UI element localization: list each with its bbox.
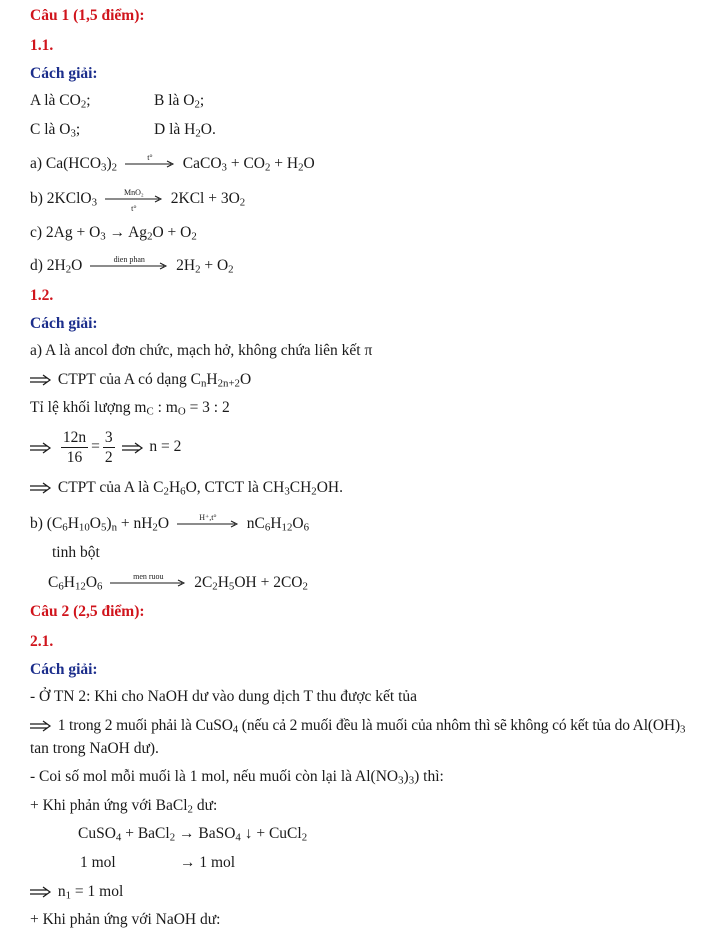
reaction-arrow-electrolysis: dien phan	[90, 261, 168, 271]
fraction-lhs: $\frac{12n}{16}$	[62, 429, 87, 466]
question-1-title: Câu 1 (1,5 điểm):	[30, 7, 145, 24]
reaction-d: d) $2H_2O$ dien phan $2H_2 + O_2$	[30, 255, 234, 276]
answer-row-cd	[30, 120, 330, 140]
reaction-arrow-catalyst: MnO₂ t°	[105, 194, 163, 204]
mole-row: 1 mol → 1 mol	[80, 854, 236, 871]
section-1-2: 1.2.	[30, 287, 54, 304]
method-heading-2-1: Cách giải:	[30, 661, 98, 678]
section-2-1: 2.1.	[30, 633, 54, 650]
experiment-2-line: - Ở TN 2: Khi cho NaOH dư vào dung dịch T thu được kết tủa	[30, 688, 418, 705]
question-2-title: Câu 2 (2,5 điểm):	[30, 603, 145, 620]
reaction-b: b) 2KClO$_3$ MnO₂ t° $2KCl + 3O_2$	[30, 188, 246, 214]
section-1-1: 1.1.	[30, 37, 54, 54]
answer-row-ab	[30, 91, 330, 111]
implies-icon	[30, 720, 52, 732]
implies-icon	[30, 482, 52, 494]
bacl2-line: + Khi phản ứng với BaCl$_2$ dư:	[30, 797, 218, 816]
method-heading-1-2: Cách giải:	[30, 315, 98, 332]
reaction-starch: b) $(C_6H_{10}O_5)_n + nH_2O$ H⁺,t° $nC_6H_{12}O_6$	[30, 513, 309, 534]
naoh-line: + Khi phản ứng với NaOH dư:	[30, 911, 221, 928]
one-salt-tail: tan trong NaOH dư).	[30, 740, 159, 757]
reaction-arrow-hydrolysis: H⁺,t°	[177, 519, 239, 529]
reaction-c: c) $2Ag + O_3 \to Ag_2O + O_2$	[30, 224, 197, 243]
n1-line: $n_1 = 1$ mol	[30, 882, 123, 902]
mass-ratio-line: Tỉ lệ khối lượng $m_C$ : $m_O = 3$ : 2	[30, 399, 230, 418]
reaction-a: a) $Ca(HCO_3)_2$ t° CaCO$_3$ + $CO_2 + H_2O$	[30, 153, 315, 174]
line-a-ancol: a) A là ancol đơn chức, mạch hở, không chứa liên kết π	[30, 342, 373, 359]
fraction-equation: $\frac{12n}{16}$ = $\frac{3}{2}$ n = 2	[30, 428, 181, 467]
assume-line: - Coi số mol mỗi muối là 1 mol, nếu muối còn lại là $Al(NO_3)_3$) thì:	[30, 768, 444, 787]
answer-c: C là $O_3$;	[30, 121, 81, 140]
reaction-arrow-fermentation: men ruou	[110, 578, 186, 588]
ctpt-form-line: CTPT của A có dạng $C_nH_{2n+2}O$	[30, 370, 251, 390]
one-salt-line: 1 trong 2 muối phải là CuSO$_4$ (nếu cả 2 muối đều là muối của nhôm thì sẽ không có kết tủa do $Al(OH)_3$	[30, 716, 685, 736]
reaction-fermentation: $C_6H_{12}O_6$ men ruou $2C_2H_5OH + 2CO_2$	[48, 572, 308, 593]
ctpt-result-line: CTPT của A là $C_2H_6O$, CTCT là $CH_3CH_2OH$.	[30, 478, 343, 498]
implies-icon	[30, 374, 52, 386]
implies-icon	[30, 886, 52, 898]
starch-label: tinh bột	[52, 544, 100, 561]
answer-d: D là $H_2O$.	[154, 121, 216, 140]
reaction-bacl2: CuSO$_4$ + BaCl$_2$ → BaSO$_4$ ↓ + CuCl$_2$	[78, 825, 308, 844]
reaction-arrow-heat: t°	[125, 159, 175, 169]
method-heading-1-1: Cách giải:	[30, 65, 98, 82]
implies-icon	[122, 442, 144, 454]
fraction-rhs: $\frac{3}{2}$	[104, 429, 113, 466]
answer-a: A là $CO_2$;	[30, 92, 91, 111]
implies-icon	[30, 442, 52, 454]
answer-b: B là $O_2$;	[154, 92, 205, 111]
